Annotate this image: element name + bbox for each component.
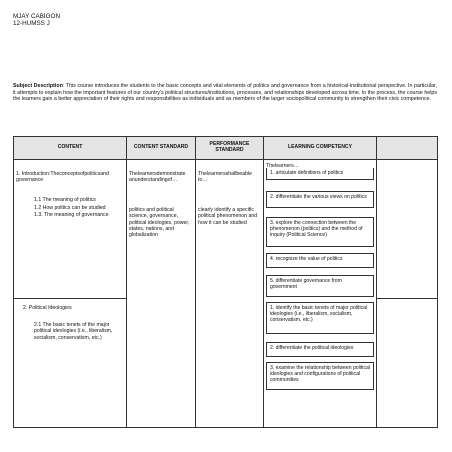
competency-item: 2. differentiate the various views on politics	[266, 191, 374, 208]
header-content-standard: CONTENT STANDARD	[127, 137, 196, 160]
table-header-row	[14, 137, 438, 160]
content-standard-cell	[127, 160, 196, 428]
competency-item: 1. identify the basic tenets of major political ideologies (i.e., liberalism, socialism, conservatism, etc.)	[266, 302, 374, 334]
performance-standard-cell	[196, 160, 264, 428]
performance-standard-intro: Thelearnersshallbeable to…	[198, 171, 252, 184]
content-ideologies-item: 2.1 The basic tenets of the major political ideologies (i.e., liberalism, socialism, conservatism, etc.)	[34, 322, 113, 341]
content-standard-details: politics and political science, governance, political ideologies, power, states, nations, and globalization	[129, 207, 190, 239]
subject-description	[13, 83, 437, 103]
content-ideologies-cell	[14, 299, 127, 428]
subject-description-label: Subject Description	[13, 83, 63, 89]
header-content: CONTENT	[14, 137, 127, 160]
curriculum-table	[13, 136, 438, 428]
content-intro-title: 1. Introduction:Theconceptsofpoliticsand governance	[16, 171, 109, 184]
content-ideologies-title: 2. Political Ideologies	[23, 305, 72, 311]
competency-item: 4. recognize the value of politics	[266, 253, 374, 268]
header-blank	[377, 137, 438, 160]
learning-competency-intro: Thelearners…	[266, 163, 299, 169]
competency-item: 3. explore the connection between the phenomenon (politics) and the method of inquiry (Political Science)	[266, 217, 374, 247]
learning-competency-ideologies-cell	[264, 299, 377, 428]
blank-cell	[377, 160, 438, 299]
student-section: 12-HUMSS J	[13, 20, 50, 27]
content-standard-intro: Thelearnersdemonstrate anunderstandingof…	[129, 171, 186, 184]
content-intro-cell	[14, 160, 127, 299]
header-performance-standard: PERFORMANCE STANDARD	[196, 137, 264, 160]
table-row	[14, 160, 438, 299]
content-intro-item: 1.3. The meaning of governance	[34, 212, 109, 218]
competency-item: 1. articulate definitions of politics	[266, 168, 374, 180]
competency-item: 3. examine the relationship between political ideologies and configurations of political communities	[266, 362, 374, 390]
blank-cell	[377, 299, 438, 428]
competency-item: 5. differentiate governance from government	[266, 275, 374, 297]
content-intro-item: 1.1 The meaning of politics	[34, 197, 96, 203]
competency-item: 2. differentiate the political ideologies	[266, 342, 374, 357]
learning-competency-intro-cell	[264, 160, 377, 299]
content-intro-item: 1.2 How politics can be studied	[34, 205, 106, 211]
subject-description-text: : This course introduces the students to the basic concepts and vital elements of politics and governance from a historical-institutional perspective. In particular, it attempts to explain how the important features of our country's political structures/institutions, processes, and relationships developed across time. In the process, the course helps the learners gain a better appreciation of their rights and responsibilities as individuals and as members of the larger sociopolitical community to strengthen their civic competence.	[13, 83, 437, 103]
student-name: MJAY CABIGON	[13, 13, 61, 20]
header-learning-competency: LEARNING COMPETENCY	[264, 137, 377, 160]
performance-standard-details: clearly identify a specific political phenomenon and how it can be studied	[198, 207, 258, 226]
